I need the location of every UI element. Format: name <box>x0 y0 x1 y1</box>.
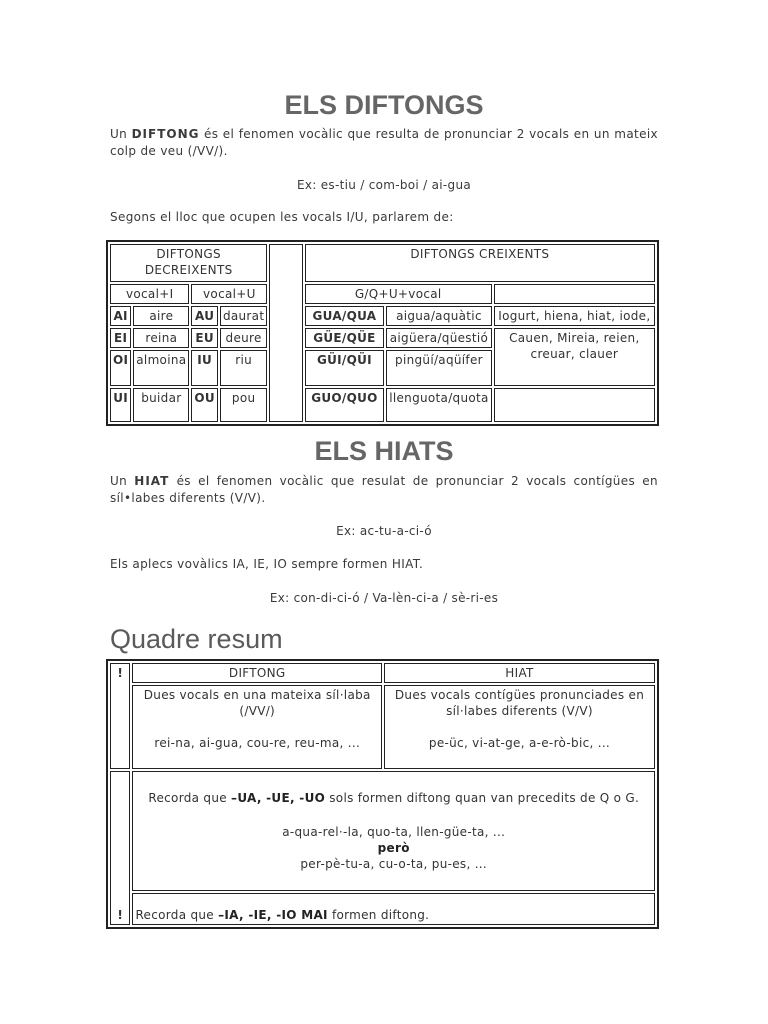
cell-note-ia <box>132 893 655 925</box>
cell: aire <box>133 306 189 326</box>
cell: deure <box>220 328 267 348</box>
text: és el fenomen vocàlic que resulta de pronunciar 2 vocals en un mateix colp de veu (/VV/). <box>110 127 658 158</box>
text: per-pè-tu-a, cu-o-ta, pu-es, ... <box>300 857 488 871</box>
cell: buidar <box>133 388 189 422</box>
cell: aigüera/qüestió <box>386 328 491 348</box>
text: sols formen diftong quan van precedits de Q o G. <box>325 791 640 805</box>
cell: Iogurt, hiena, hiat, iode, <box>494 306 655 326</box>
cell: AI <box>110 306 131 326</box>
cell: OU <box>191 388 218 422</box>
text: Un <box>110 474 135 488</box>
empty-cell <box>494 284 655 304</box>
cell: AU <box>191 306 218 326</box>
keyword-hiat: HIAT <box>134 474 170 488</box>
keyword: –UA, -UE, -UO <box>231 791 326 805</box>
table-row <box>110 893 655 925</box>
example-hiat: Ex: ac-tu-a-ci-ó <box>336 524 432 538</box>
summary-table <box>106 659 659 929</box>
text: a-qua-rel·-la, quo-ta, llen-güe-ta, ... <box>282 825 506 839</box>
text: pe-üc, vi-at-ge, a-e-rò-bic, ... <box>428 736 611 750</box>
cell-diftong-definition <box>132 685 382 769</box>
cell: riu <box>220 350 267 386</box>
text: Recorda que <box>148 791 232 805</box>
cell: pingüí/aqüífer <box>386 350 491 386</box>
text: és el fenomen vocàlic que resulat de pronunciar 2 vocals contígües en síl•labes diferents (V/V). <box>110 474 658 505</box>
cell: almoina <box>133 350 189 386</box>
cell: EU <box>191 328 218 348</box>
cell: GÜI/QÜI <box>305 350 385 386</box>
cell: EI <box>110 328 131 348</box>
text: Dues vocals en una mateixa síl·laba (/VV/) <box>143 688 371 718</box>
table-row <box>110 771 655 891</box>
warning-mark: ! <box>110 663 130 769</box>
intro-table-text: Segons el lloc que ocupen les vocals I/U, parlarem de: <box>110 210 454 224</box>
cell: GUO/QUO <box>305 388 385 422</box>
cell: OI <box>110 350 131 386</box>
title-quadre-resum: Quadre resum <box>110 624 283 654</box>
table-row <box>110 328 655 348</box>
diftong-definition <box>110 126 658 160</box>
cell: reina <box>133 328 189 348</box>
cell: UI <box>110 388 131 422</box>
header-diftong: DIFTONG <box>132 663 382 683</box>
text: Dues vocals contígües pronunciades en síl·labes diferents (V/V) <box>394 688 645 718</box>
hiat-rule: Els aplecs vovàlics IA, IE, IO sempre formen HIAT. <box>110 557 424 571</box>
cell-note-qg <box>132 771 655 891</box>
col-vocal-u: vocal+U <box>191 284 267 304</box>
cell-hiat-definition <box>384 685 655 769</box>
empty-cell <box>494 388 655 422</box>
hiat-definition <box>110 473 658 507</box>
header-hiat: HIAT <box>384 663 655 683</box>
title-hiats: ELS HIATS <box>314 436 454 466</box>
cell: GUA/QUA <box>305 306 385 326</box>
keyword: –IA, -IE, -IO MAI <box>218 908 328 922</box>
header-creixents: DIFTONGS CREIXENTS <box>305 244 655 282</box>
title-diftongs: ELS DIFTONGS <box>284 90 484 120</box>
table-row <box>110 388 655 422</box>
header-decreixents: DIFTONGS DECREIXENTS <box>110 244 267 282</box>
table-row <box>110 685 655 769</box>
table-row <box>110 306 655 326</box>
text: Recorda que <box>135 908 219 922</box>
note <box>135 790 652 806</box>
text: però <box>377 841 410 855</box>
cell: aigua/aquàtic <box>386 306 491 326</box>
example-diftong: Ex: es-tiu / com-boi / ai-gua <box>296 178 472 192</box>
warning-mark: ! <box>110 771 130 925</box>
example-hiat-2: Ex: con-di-ci-ó / Va-lèn-ci-a / sè-ri-es <box>269 591 499 605</box>
cell: Cauen, Mireia, reien, creuar, clauer <box>494 328 655 386</box>
text: formen diftong. <box>327 908 430 922</box>
col-vocal-i: vocal+I <box>110 284 189 304</box>
separator-cell <box>269 244 302 422</box>
cell: IU <box>191 350 218 386</box>
col-gq-u-vocal: G/Q+U+vocal <box>305 284 492 304</box>
cell: pou <box>220 388 267 422</box>
text: Un <box>110 127 132 141</box>
cell: GÜE/QÜE <box>305 328 385 348</box>
cell: llenguota/quota <box>386 388 491 422</box>
diftongs-table <box>106 240 659 426</box>
keyword-diftong: DIFTONG <box>131 127 200 141</box>
text: rei-na, ai-gua, cou-re, reu-ma, ... <box>154 736 361 750</box>
cell: daurat <box>220 306 267 326</box>
